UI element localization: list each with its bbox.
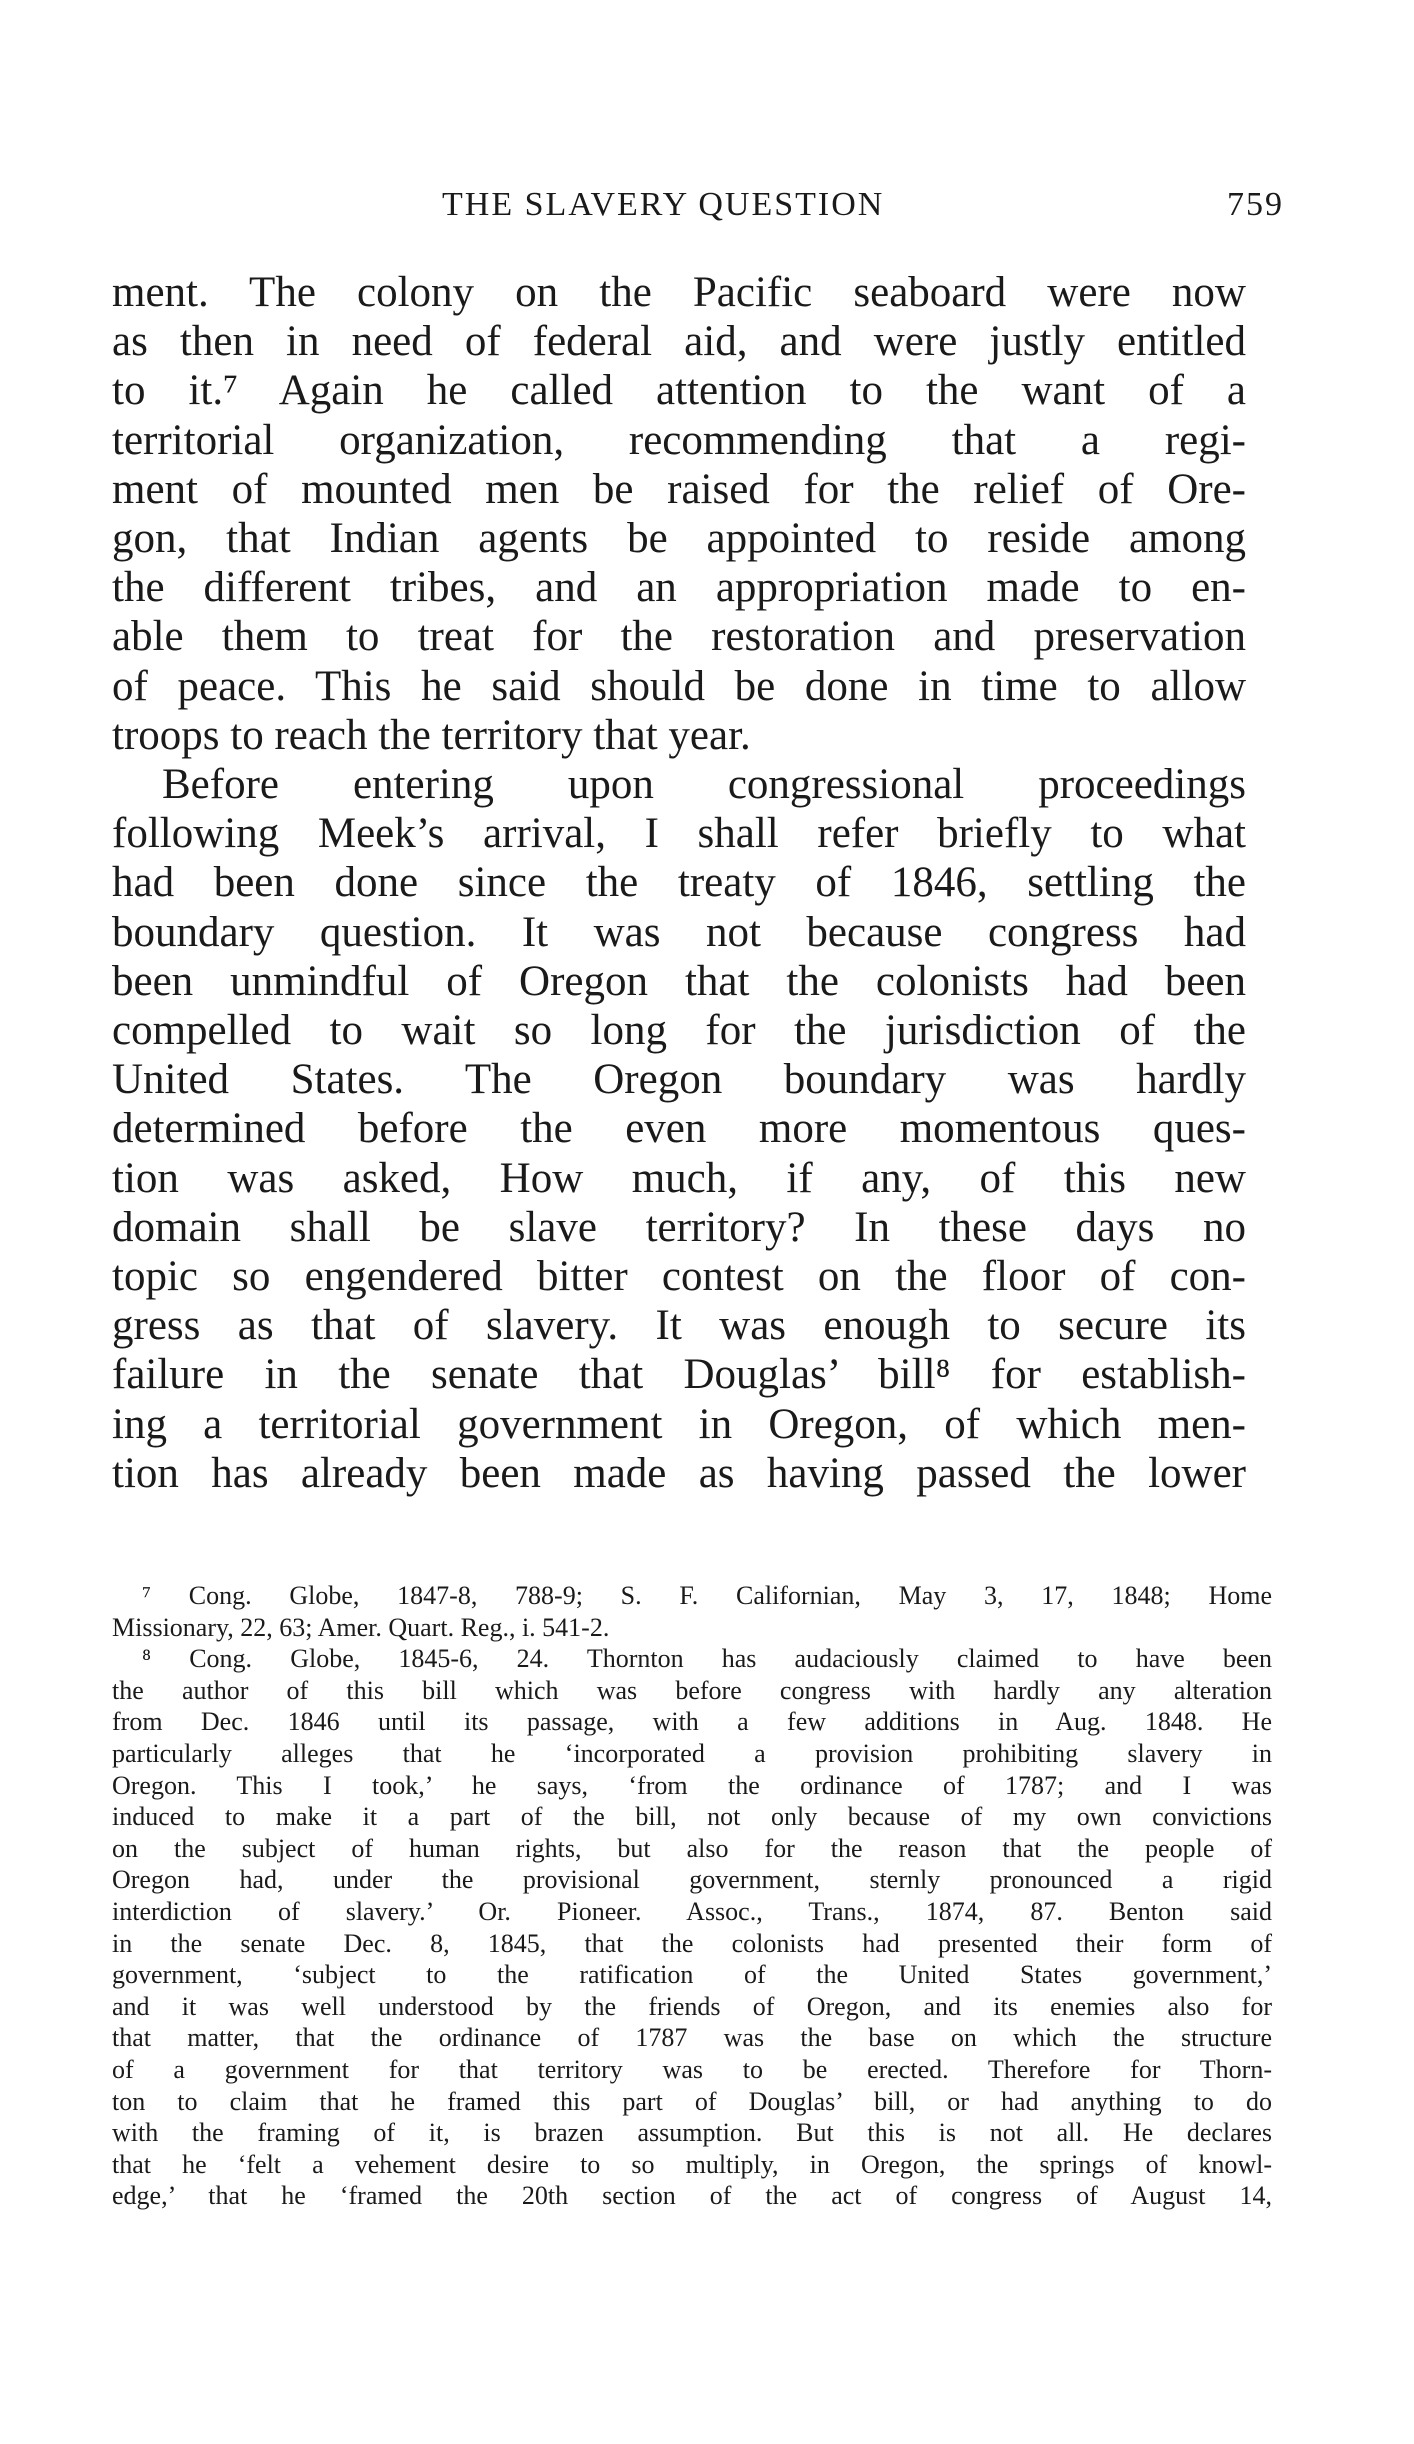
body-line: the different tribes, and an appropriation made to en- xyxy=(112,564,1246,612)
footnote-line: ton to claim that he framed this part of Douglas’ bill, or had anything to do xyxy=(112,2086,1272,2116)
footnote-line: induced to make it a part of the bill, not only because of my own convictions xyxy=(112,1802,1272,1832)
body-line: ment of mounted men be raised for the relief of Ore- xyxy=(112,465,1246,513)
body-line: tion was asked, How much, if any, of this new xyxy=(112,1154,1246,1202)
footnote-line: of a government for that territory was to be erected. Therefore for Thorn- xyxy=(112,2054,1272,2084)
footnote-line: from Dec. 1846 until its passage, with a few additions in Aug. 1848. He xyxy=(112,1707,1272,1737)
body-line: able them to treat for the restoration and preservation xyxy=(112,613,1246,661)
body-line: topic so engendered bitter contest on the floor of con- xyxy=(112,1253,1246,1301)
body-line: tion has already been made as having passed the lower xyxy=(112,1449,1246,1497)
body-line: failure in the senate that Douglas’ bill⁸ for establish- xyxy=(112,1351,1246,1399)
footnote-line: on the subject of human rights, but also for the reason that the people of xyxy=(112,1833,1272,1863)
body-line: to it.⁷ Again he called attention to the want of a xyxy=(112,367,1246,415)
body-text xyxy=(112,268,1246,1498)
body-line: of peace. This he said should be done in time to allow xyxy=(112,662,1246,710)
footnote-line: that he ‘felt a vehement desire to so multiply, in Oregon, the springs of knowl- xyxy=(112,2149,1272,2179)
footnote-line: ⁸ Cong. Globe, 1845-6, 24. Thornton has audaciously claimed to have been xyxy=(142,1644,1272,1674)
body-line: territorial organization, recommending that a regi- xyxy=(112,416,1246,464)
body-line: gon, that Indian agents be appointed to reside among xyxy=(112,515,1246,563)
footnote-line: particularly alleges that he ‘incorporated a provision prohibiting slavery in xyxy=(112,1738,1272,1768)
body-line: gress as that of slavery. It was enough to secure its xyxy=(112,1302,1246,1350)
body-line: boundary question. It was not because congress had xyxy=(112,908,1246,956)
body-line: domain shall be slave territory? In these days no xyxy=(112,1203,1246,1251)
running-head xyxy=(112,186,1284,236)
body-line: determined before the even more momentous ques- xyxy=(112,1105,1246,1153)
body-line: Before entering upon congressional proceedings xyxy=(162,761,1246,809)
body-line: troops to reach the territory that year. xyxy=(112,711,751,759)
footnote-line: Oregon. This I took,’ he says, ‘from the ordinance of 1787; and I was xyxy=(112,1770,1272,1800)
footnote-line: Missionary, 22, 63; Amer. Quart. Reg., i. 541-2. xyxy=(112,1612,610,1642)
footnote-line: with the framing of it, is brazen assumption. But this is not all. He declares xyxy=(112,2118,1272,2148)
body-line: had been done since the treaty of 1846, settling the xyxy=(112,859,1246,907)
body-line: been unmindful of Oregon that the colonists had been xyxy=(112,957,1246,1005)
running-head-title: THE SLAVERY QUESTION xyxy=(442,186,885,223)
body-line: United States. The Oregon boundary was hardly xyxy=(112,1056,1246,1104)
body-line: as then in need of federal aid, and were justly entitled xyxy=(112,318,1246,366)
body-line: following Meek’s arrival, I shall refer briefly to what xyxy=(112,810,1246,858)
footnote-line: that matter, that the ordinance of 1787 was the base on which the structure xyxy=(112,2023,1272,2053)
body-line: compelled to wait so long for the jurisdiction of the xyxy=(112,1007,1246,1055)
footnotes xyxy=(112,1580,1272,2212)
page-number: 759 xyxy=(1227,186,1284,223)
footnote-line: Oregon had, under the provisional government, sternly pronounced a rigid xyxy=(112,1865,1272,1895)
footnote-line: in the senate Dec. 8, 1845, that the colonists had presented their form of xyxy=(112,1928,1272,1958)
footnote-line: ⁷ Cong. Globe, 1847-8, 788-9; S. F. Californian, May 3, 17, 1848; Home xyxy=(142,1581,1272,1610)
footnote-line: government, ‘subject to the ratification of the United States government,’ xyxy=(112,1960,1272,1990)
body-line: ment. The colony on the Pacific seaboard were now xyxy=(112,269,1246,316)
footnote-line: the author of this bill which was before congress with hardly any alteration xyxy=(112,1675,1272,1705)
footnote-line: edge,’ that he ‘framed the 20th section of the act of congress of August 14, xyxy=(112,2181,1272,2211)
footnote-line: interdiction of slavery.’ Or. Pioneer. Assoc., Trans., 1874, 87. Benton said xyxy=(112,1896,1272,1926)
body-line: ing a territorial government in Oregon, of which men- xyxy=(112,1400,1246,1448)
footnote-line: and it was well understood by the friends of Oregon, and its enemies also for xyxy=(112,1991,1272,2021)
